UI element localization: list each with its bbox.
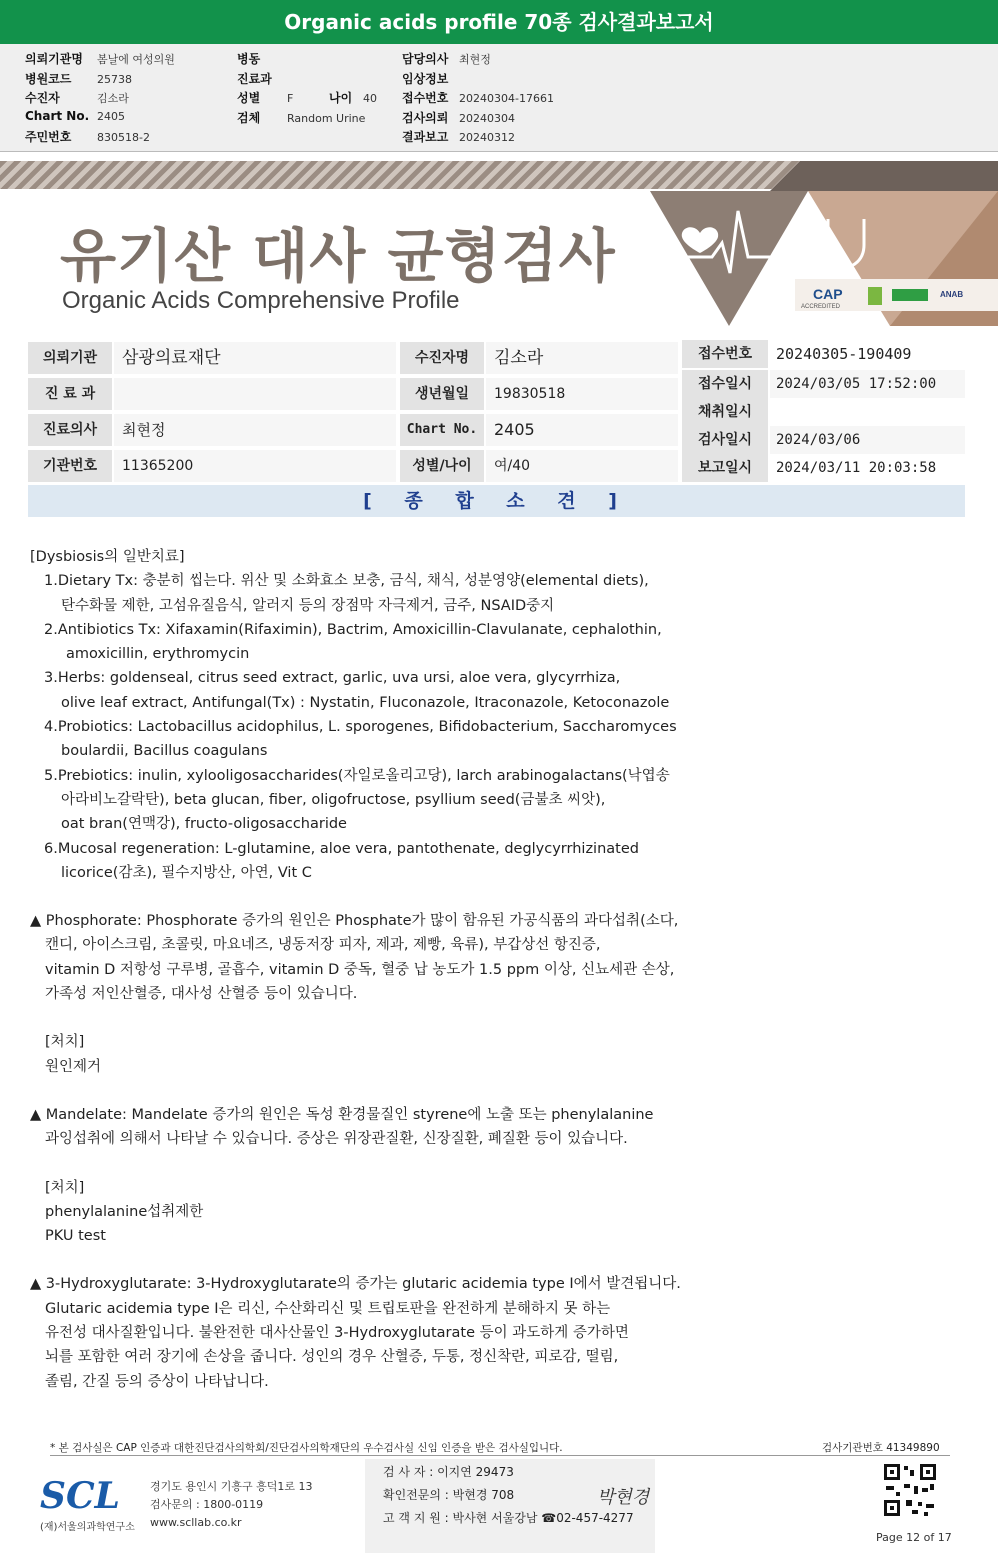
label-result-date: 결과보고 <box>402 130 449 144</box>
text-line: PKU test <box>45 1228 106 1245</box>
value-receipt-no-2: 20240305-190409 <box>776 345 912 363</box>
text-line: oat bran(연맥강), fructo-oligosaccharide <box>61 816 347 833</box>
text-line: vitamin D 저항성 구루병, 골흡수, vitamin D 중독, 혈중 납 농도가 1.5 ppm 이상, 신뇨세관 손상, <box>45 961 675 978</box>
text-line: 탄수화물 제한, 고섬유질음식, 알러지 등의 장점막 자극제거, 금주, NSAID중지 <box>61 597 555 614</box>
text-line: 뇌를 포함한 여러 장기에 손상을 줍니다. 성인의 경우 산혈증, 두통, 정신착란, 피로감, 떨림, <box>45 1349 619 1366</box>
value-test-date: 2024/03/06 <box>770 426 965 454</box>
patient-info-table <box>28 340 965 482</box>
label-ward: 병동 <box>237 52 261 66</box>
test-banner <box>0 161 998 326</box>
value-chart-no: 2405 <box>97 109 125 123</box>
dysbiosis-heading: [Dysbiosis의 일반치료] <box>30 549 185 565</box>
label-specimen: 검체 <box>237 110 261 125</box>
label-department: 진료과 <box>237 71 272 86</box>
label-clinical-info: 임상정보 <box>402 71 449 86</box>
label-institution: 의뢰기관 <box>28 342 112 374</box>
qr-code-icon <box>882 1462 938 1518</box>
label-id-no: 주민번호 <box>25 130 72 144</box>
support-line: 고 객 지 원 : 박사현 서울강남 ☎02-457-4277 <box>383 1511 634 1525</box>
report-header <box>0 0 998 152</box>
value-report-date: 2024/03/11 20:03:58 <box>776 460 937 476</box>
value-patient: 김소라 <box>97 92 129 105</box>
label-chart-no: Chart No. <box>25 108 90 123</box>
address-line: 경기도 용인시 기흥구 흥덕1로 13 <box>150 1480 313 1493</box>
signature-box <box>365 1459 655 1553</box>
page-footer <box>0 1437 998 1564</box>
banner-title-korean: 유기산 대사 균형검사 <box>60 222 616 290</box>
banner-decoration <box>650 161 998 326</box>
label-sex-age: 성별/나이 <box>400 450 484 482</box>
value-patient-name: 김소라 <box>486 342 678 374</box>
text-line: 1.Dietary Tx: 충분히 씹는다. 위산 및 소화효소 보충, 금식, 채식, 성분영양(elemental diets), <box>44 573 649 590</box>
treatment-label: [처치] <box>45 1179 85 1196</box>
value-sex: F <box>287 92 294 105</box>
label-patient-name: 수진자명 <box>400 342 484 374</box>
label-birth: 생년월일 <box>400 378 484 410</box>
label-receipt-no: 접수번호 <box>402 91 449 105</box>
summary-heading: [ 종 합 소 견 ] <box>28 485 965 517</box>
header-col-2 <box>237 50 377 128</box>
value-request-date: 20240304 <box>459 111 515 125</box>
text-line: 3.Herbs: goldenseal, citrus seed extract, garlic, uva ursi, aloe vera, glycyrrhiza, <box>44 670 621 687</box>
value-receipt-date: 2024/03/05 17:52:00 <box>770 370 965 398</box>
text-line: amoxicillin, erythromycin <box>66 646 250 663</box>
label-receipt-no-2: 접수번호 <box>682 340 768 368</box>
hydroxyglutarate-heading: ▲ 3-Hydroxyglutarate: 3-Hydroxyglutarate의 증가는 glutaric acidemia type I에서 발견됩니다. <box>30 1276 681 1293</box>
value-sex-age: 여/40 <box>486 450 678 482</box>
value-org-no: 11365200 <box>114 450 396 482</box>
value-requester: 봄날에 여성의원 <box>97 53 175 66</box>
value-doctor: 최현정 <box>459 53 491 66</box>
value-chart: 2405 <box>486 414 678 446</box>
confirm-line: 확인전문의 : 박현경 708 <box>383 1488 515 1502</box>
mandelate-heading: ▲ Mandelate: Mandelate 증가의 원인은 독성 환경물질인 styrene에 노출 또는 phenylalanine <box>30 1106 654 1123</box>
text-line: 캔디, 아이스크림, 초콜릿, 마요네즈, 냉동저장 피자, 제과, 제빵, 육류), 부갑상선 항진증, <box>45 937 601 954</box>
value-receipt-no: 20240304-17661 <box>459 92 554 105</box>
text-line: 6.Mucosal regeneration: L-glutamine, aloe vera, pantothenate, deglycyrrhizinated <box>44 840 639 857</box>
text-line: 과잉섭취에 의해서 나타날 수 있습니다. 증상은 위장관질환, 신장질환, 폐질환 등이 있습니다. <box>45 1131 628 1148</box>
label-age: 나이 <box>329 91 353 105</box>
label-hospital-code: 병원코드 <box>25 71 72 86</box>
label-receipt-date: 접수일시 <box>682 370 768 398</box>
lab-org-name: (재)서울의과학연구소 <box>40 1522 135 1533</box>
label-physician: 진료의사 <box>28 414 112 446</box>
text-line: licorice(감초), 필수지방산, 아연, Vit C <box>61 864 312 881</box>
phosphorate-heading: ▲ Phosphorate: Phosphorate 증가의 원인은 Phosphate가 많이 함유된 가공식품의 과다섭취(소다, <box>30 913 679 930</box>
text-line: phenylalanine섭취제한 <box>45 1203 204 1220</box>
label-chart: Chart No. <box>400 414 484 446</box>
page-number: Page 12 of 17 <box>876 1531 952 1544</box>
value-result-date: 20240312 <box>459 131 515 144</box>
banner-title-english: Organic Acids Comprehensive Profile <box>62 287 460 314</box>
header-col-3 <box>402 50 554 148</box>
text-line: 유전성 대사질환입니다. 불완전한 대사산물인 3-Hydroxyglutarate 등이 과도하게 증가하면 <box>45 1325 629 1342</box>
text-line: 5.Prebiotics: inulin, xylooligosaccharides(자일로올리고당), larch arabinogalactans(낙엽송 <box>44 767 670 784</box>
anab-logo: ANAB <box>940 290 964 299</box>
header-col-1 <box>25 50 175 148</box>
label-report-date: 보고일시 <box>682 454 768 482</box>
label-dept: 진 료 과 <box>28 378 112 410</box>
label-org-no: 기관번호 <box>28 450 112 482</box>
lab-address <box>150 1478 313 1532</box>
dark-band <box>770 161 998 191</box>
value-hospital-code: 25738 <box>97 72 132 86</box>
value-birth: 19830518 <box>486 378 678 410</box>
label-patient: 수진자 <box>25 91 60 105</box>
label-test-date: 검사일시 <box>682 426 768 454</box>
text-line: 가족성 저인산혈증, 대사성 산혈증 등이 있습니다. <box>45 986 358 1003</box>
text-line: 원인제거 <box>45 1058 102 1075</box>
certification-note: * 본 검사실은 CAP 인증과 대한진단검사의학회/진단검사의학재단의 우수검사실 신임 인증을 받은 검사실입니다. <box>50 1442 563 1454</box>
tester-line: 검 사 자 : 이지연 29473 <box>383 1465 514 1479</box>
website-link[interactable]: www.scllab.co.kr <box>150 1516 242 1529</box>
text-line: 졸림, 간질 등의 증상이 나타납니다. <box>45 1373 269 1390</box>
report-title: Organic acids profile 70종 검사결과보고서 <box>0 0 998 44</box>
green-logo <box>892 289 928 301</box>
label-requester: 의뢰기관명 <box>25 52 83 66</box>
label-collect-date: 채취일시 <box>682 398 768 426</box>
text-line: olive leaf extract, Antifungal(Tx) : Nystatin, Fluconazole, Itraconazole, Ketoconazole <box>61 694 670 711</box>
text-line: 2.Antibiotics Tx: Xifaxamin(Rifaximin), Bactrim, Amoxicillin-Clavulanate, cephalothin, <box>44 621 662 638</box>
cap-logo: CAP <box>813 286 843 302</box>
label-request-date: 검사의뢰 <box>402 110 449 125</box>
label-sex: 성별 <box>237 91 261 105</box>
label-doctor: 담당의사 <box>402 52 449 66</box>
lm-logo <box>868 287 882 305</box>
value-specimen: Random Urine <box>287 111 366 125</box>
cap-accredited-text: ACCREDITED <box>801 304 841 310</box>
text-line: 아라비노갈락탄), beta glucan, fiber, oligofructose, psyllium seed(금불초 씨앗), <box>61 791 606 808</box>
signature: 박현경 <box>597 1487 650 1508</box>
phone-line: 검사문의 : 1800-0119 <box>150 1498 264 1511</box>
value-id-no: 830518-2 <box>97 131 150 144</box>
scl-logo: SCL <box>40 1475 120 1517</box>
text-line: Glutaric acidemia type I은 리신, 수산화리신 및 트립토판을 완전하게 분해하지 못 하는 <box>45 1300 611 1317</box>
text-line: boulardii, Bacillus coagulans <box>61 743 268 760</box>
summary-content <box>30 545 970 1394</box>
treatment-label: [처치] <box>45 1034 85 1051</box>
value-dept <box>114 378 396 410</box>
institution-code: 검사기관번호 41349890 <box>822 1442 940 1454</box>
value-collect-date <box>770 398 965 426</box>
text-line: 4.Probiotics: Lactobacillus acidophilus, L. sporogenes, Bifidobacterium, Saccharomyces <box>44 719 677 736</box>
value-physician: 최현정 <box>114 414 396 446</box>
value-institution: 삼광의료재단 <box>114 342 396 374</box>
value-age: 40 <box>363 92 377 105</box>
